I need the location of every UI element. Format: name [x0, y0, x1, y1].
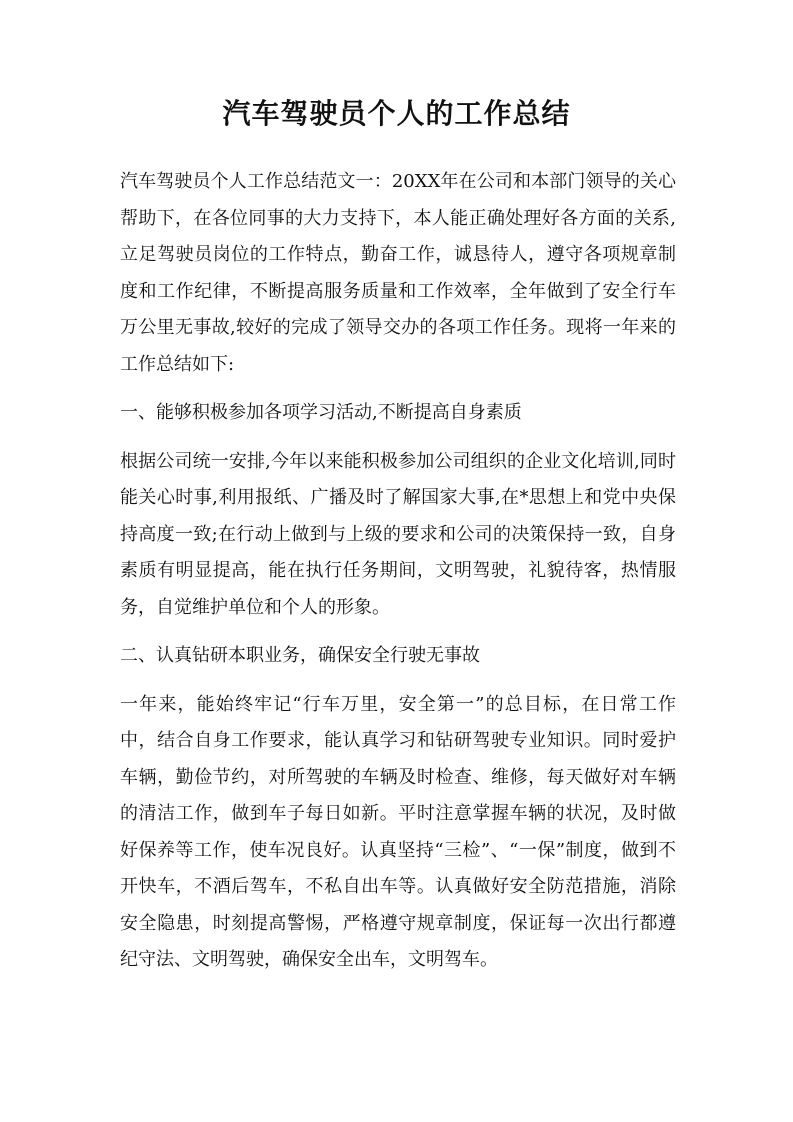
document-title: 汽车驾驶员个人的工作总结 — [222, 97, 571, 130]
section-heading-2: 二、认真钻研本职业务，确保安全行驶无事故 — [120, 645, 480, 666]
section-heading-1: 一、能够积极参加各项学习活动,不断提高自身素质 — [120, 402, 522, 423]
intro-paragraph: 汽车驾驶员个人工作总结范文一：20XX年在公司和本部门领导的关心帮助下，在各位同事的大力支持下，本人能正确处理好各方面的关系,立足驾驶员岗位的工作特点，勤奋工作，诚恳待人，遵守各项规章制度和工作纪律，不断提高服务质量和工作效率，全年做到了安全行车万公里无事故,较好的完成了领导交办的各项工作任务。现将一年来的工作总结如下: — [120, 171, 676, 375]
section-paragraph-1: 根据公司统一安排,今年以来能积极参加公司组织的企业文化培训,同时能关心时事,利用报纸、广播及时了解国家大事,在*思想上和党中央保持高度一致;在行动上做到与上级的要求和公司的决策保持一致，自身素质有明显提高，能在执行任务期间，文明驾驶，礼貌待客，热情服务，自觉维护单位和个人的形象。 — [120, 450, 676, 618]
document-body — [120, 164, 676, 991]
section-paragraph-2: 一年来，能始终牢记“行车万里，安全第一”的总目标，在日常工作中，结合自身工作要求，能认真学习和钻研驾驶专业知识。同时爱护车辆，勤俭节约，对所驾驶的车辆及时检查、维修，每天做好对车辆的清洁工作，做到车子每日如新。平时注意掌握车辆的状况，及时做好保养等工作，使车况良好。认真坚持“三检”、“一保”制度，做到不开快车，不酒后驾车，不私自出车等。认真做好安全防范措施，消除安全隐患，时刻提高警惕，严格遵守规章制度，保证每一次出行都遵纪守法、文明驾驶，确保安全出车，文明驾车。 — [120, 693, 676, 970]
